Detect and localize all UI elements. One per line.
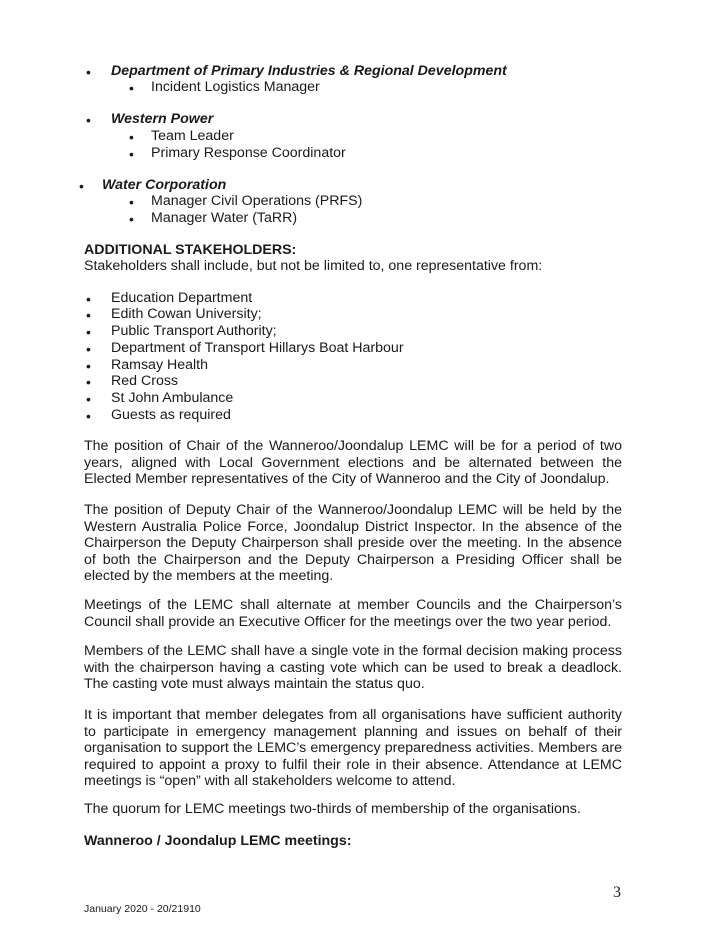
list-item: Edith Cowan University; [111,306,262,322]
bullet-icon: • [86,291,91,307]
bullet-icon: • [86,112,91,128]
paragraph-voting: Members of the LEMC shall have a single vote in the formal decision making process with the chairperson having a casting vote which can be used to break a deadlock. The casting vote must always maintain the status quo. [84,643,622,693]
role-item: Incident Logistics Manager [151,79,320,95]
organisation-name: Water Corporation [102,177,227,193]
list-item: Red Cross [111,373,179,389]
meetings-heading: Wanneroo / Joondalup LEMC meetings: [84,833,352,849]
paragraph-chair: The position of Chair of the Wanneroo/Joondalup LEMC will be for a period of two years, aligned with Local Government elections and be alternated between the Elected Member representatives of the City of Wanneroo and the City of Joondalup. [84,438,622,488]
list-item: Education Department [111,290,253,306]
bullet-icon: • [129,80,134,96]
bullet-icon: • [86,64,91,80]
paragraph-deputy-chair: The position of Deputy Chair of the Wanneroo/Joondalup LEMC will be held by the Western Australia Police Force, Joondalup District Inspector. In the absence of the Chairperson the Deputy Chairperson shall preside over the meeting. In the absence of both the Chairperson and the Deputy Chairperson a Presiding Officer shall be elected by the members at the meeting. [84,502,622,585]
list-item: Guests as required [111,407,231,423]
bullet-icon: • [86,341,91,357]
page-number: 3 [613,884,621,901]
bullet-icon: • [86,374,91,390]
paragraph-meetings: Meetings of the LEMC shall alternate at member Councils and the Chairperson’s Council shall provide an Executive Officer for the meetings over the two year period. [84,597,622,630]
section-heading: ADDITIONAL STAKEHOLDERS: [84,242,297,258]
role-item: Team Leader [151,128,234,144]
bullet-icon: • [129,194,134,210]
list-item: Public Transport Authority; [111,323,277,339]
bullet-icon: • [86,391,91,407]
role-item: Primary Response Coordinator [151,145,346,161]
paragraph-quorum: The quorum for LEMC meetings two-thirds of membership of the organisations. [84,801,581,817]
bullet-icon: • [86,307,91,323]
bullet-icon: • [86,358,91,374]
organisation-name: Western Power [111,111,214,127]
list-item: Department of Transport Hillarys Boat Harbour [111,340,404,356]
intro-text: Stakeholders shall include, but not be limited to, one representative from: [84,258,543,274]
paragraph-delegates: It is important that member delegates from all organisations have sufficient authority to participate in emergency management planning and issues on behalf of their organisation to support the LEMC’s emergency preparedness activities. Members are required to appoint a proxy to fulfil their role in their absence. Attendance at LEMC meetings is “open” with all stakeholders welcome to attend. [84,707,622,790]
bullet-icon: • [86,408,91,424]
organisation-name: Department of Primary Industries & Regional Development [111,63,507,79]
bullet-icon: • [86,324,91,340]
footer-reference: January 2020 - 20/21910 [84,903,201,915]
list-item: St John Ambulance [111,390,234,406]
bullet-icon: • [129,129,134,145]
role-item: Manager Civil Operations (PRFS) [151,193,363,209]
bullet-icon: • [79,178,84,194]
bullet-icon: • [129,146,134,162]
list-item: Ramsay Health [111,357,208,373]
role-item: Manager Water (TaRR) [151,210,298,226]
bullet-icon: • [129,211,134,227]
